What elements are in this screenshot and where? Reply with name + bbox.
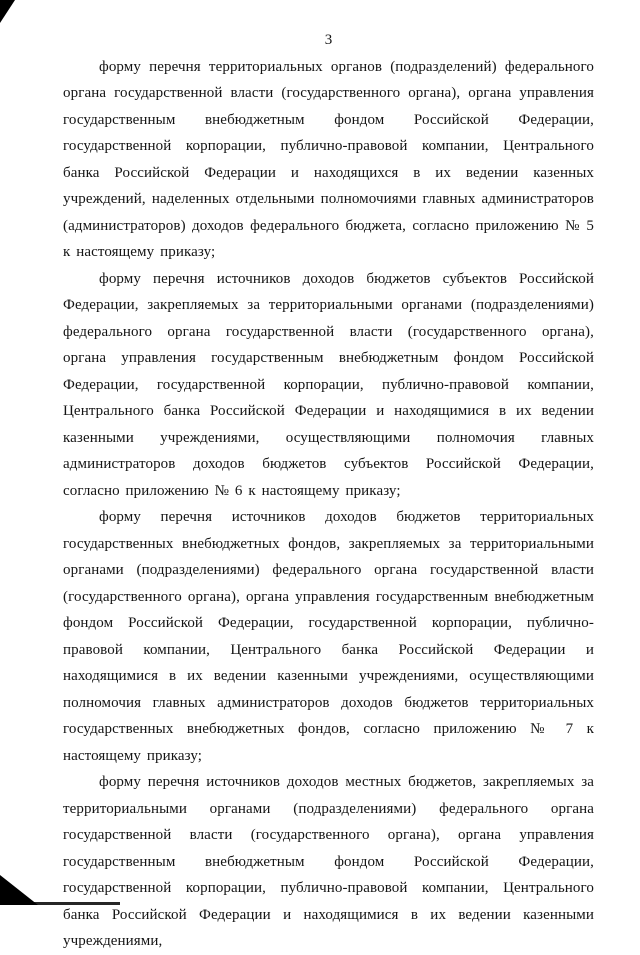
- paragraph: форму перечня источников доходов местных бюджетов, закрепляемых за территориальными органами (подразделениями) федерального органа государственной власти (государственного органа), органа управления государственным внебюджетным фондом Российской Федерации, государственной корпорации, публично-правовой компании, Центрального банка Российской Федерации и находящимися в их ведении казенными учреждениями,: [63, 774, 594, 949]
- paragraph: форму перечня территориальных органов (подразделений) федерального органа государственной власти (государственного органа), органа управления государственным внебюджетным фондом Российской Федерации, государственной корпорации, публично-правовой компании, Центрального банка Российской Федерации и находящихся в их ведении казенных учреждений, наделенных отдельными полномочиями главных администраторов (администраторов) доходов федерального бюджета, согласно приложению № 5 к настоящему приказу;: [63, 58, 594, 260]
- paragraph: форму перечня источников доходов бюджетов территориальных государственных внебюджетных фондов, закрепляемых за территориальными органами (подразделениями) федерального органа государственной власти (государственного органа), органа управления государственным внебюджетным фондом Российской Федерации, государственной корпорации, публично-правовой компании, Центрального банка Российской Федерации и находящимися в их ведении казенными учреждениями, осуществляющими полномочия главных администраторов доходов бюджетов территориальных государственных внебюджетных фондов, согласно приложению № 7 к настоящему приказу;: [63, 509, 594, 764]
- page-number: 3: [324, 32, 333, 48]
- paragraph: форму перечня источников доходов бюджетов субъектов Российской Федерации, закрепляемых за территориальными органами (подразделениями) федерального органа государственной власти (государственного органа), органа управления государственным внебюджетным фондом Российской Федерации, государственной корпорации, публично-правовой компании, Центрального банка Российской Федерации и находящимися в их ведении казенными учреждениями, осуществляющими полномочия главных администраторов доходов бюджетов субъектов Российской Федерации, согласно приложению № 6 к настоящему приказу;: [63, 270, 594, 499]
